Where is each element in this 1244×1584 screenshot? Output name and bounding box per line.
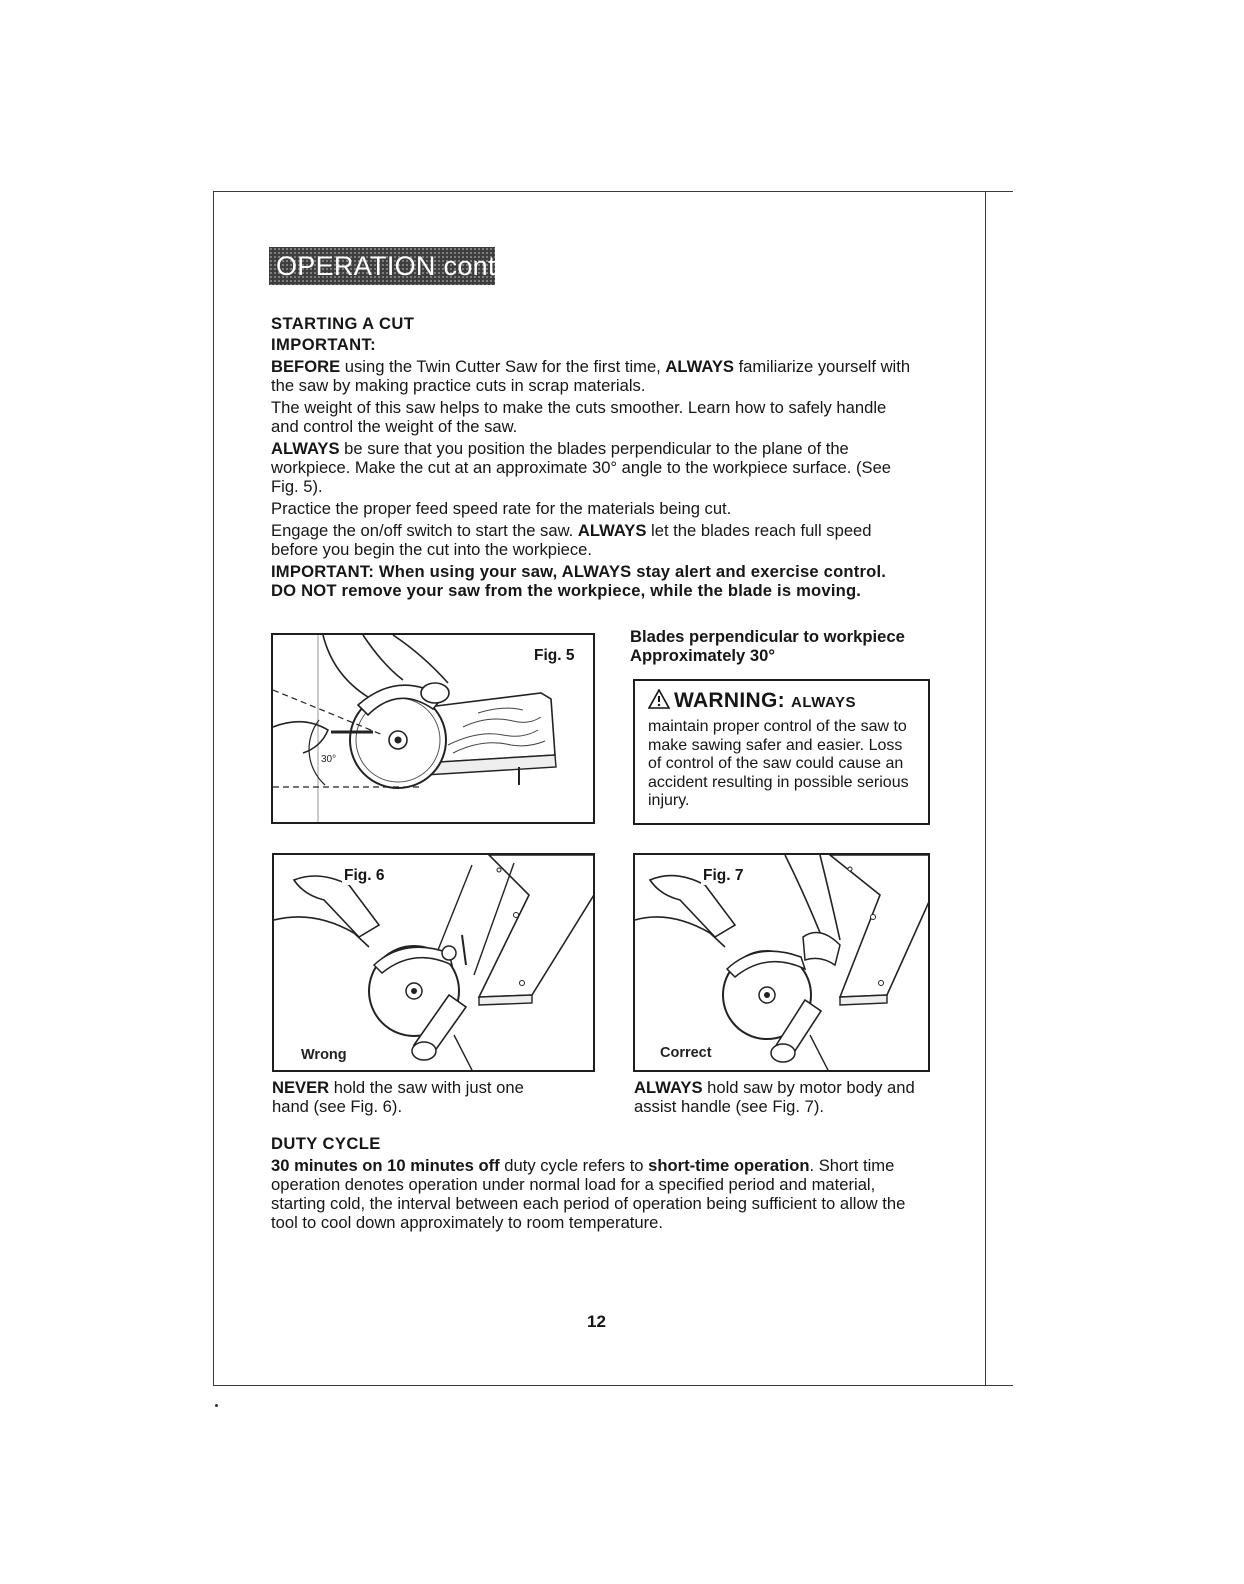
page-frame-top [213, 191, 1013, 192]
always-emphasis: ALWAYS [665, 357, 734, 376]
page-number: 12 [587, 1312, 606, 1331]
duty-cycle-mid: duty cycle refers to [499, 1156, 649, 1175]
paragraph-feed-speed: Practice the proper feed speed rate for the materials being cut. [271, 499, 732, 518]
figure-6 [272, 853, 595, 1072]
page-frame-bottom [213, 1385, 1013, 1386]
header-title: OPERATION [276, 251, 436, 281]
always-emphasis: ALWAYS [271, 439, 340, 458]
fig7-note [634, 1078, 934, 1116]
page-frame-right [985, 191, 986, 1386]
figure-5 [271, 633, 595, 824]
always-emphasis: ALWAYS [577, 521, 647, 540]
paragraph-engage [271, 521, 911, 559]
fig7-label: Fig. 7 [703, 867, 744, 884]
fig5-label: Fig. 5 [534, 647, 575, 664]
fig7-illustration [635, 855, 930, 1072]
header-suffix: cont. [443, 251, 504, 281]
fig5-caption-line2: Approximately 30° [630, 646, 775, 665]
duty-cycle-lead: 30 minutes on 10 minutes off [271, 1156, 500, 1175]
fig6-illustration [274, 855, 595, 1072]
figure-7 [633, 853, 930, 1072]
before-emphasis: BEFORE [271, 357, 341, 376]
fig7-note-text: hold saw by motor body and assist handle (see Fig. 7). [634, 1078, 915, 1116]
fig6-caption: Wrong [301, 1047, 347, 1063]
before-text-tail: familiarize yourself with the saw by making practice cuts in scrap materials. [271, 357, 911, 395]
important-label: IMPORTANT: [271, 335, 377, 354]
always-emphasis: ALWAYS [634, 1078, 703, 1097]
engage-text: Engage the on/off switch to start the saw. [271, 521, 578, 540]
perpendicular-text: be sure that you position the blades perpendicular to the plane of the workpiece. Make the cut at an approximate 30° angle to the workpiece surface. (See Fig. 5). [271, 439, 892, 496]
fig5-angle-label: 30° [321, 754, 337, 765]
fig7-caption: Correct [660, 1045, 712, 1061]
duty-cycle-term: short-time operation [648, 1156, 810, 1175]
fig5-caption [630, 627, 905, 665]
starting-cut-section [271, 314, 911, 600]
engage-text-tail: let the blades reach full speed before you begin the cut into the workpiece. [271, 521, 872, 559]
important-note-1: IMPORTANT: When using your saw, ALWAYS stay alert and exercise control. [271, 562, 887, 581]
starting-cut-heading: STARTING A CUT [271, 314, 415, 333]
warning-always: ALWAYS [791, 694, 856, 711]
warning-word: WARNING: [674, 689, 785, 712]
before-text: using the Twin Cutter Saw for the first time, [340, 357, 666, 376]
warning-triangle-icon [648, 689, 670, 715]
fig6-label: Fig. 6 [344, 867, 385, 884]
warning-title [648, 689, 920, 715]
duty-cycle-paragraph [271, 1156, 931, 1232]
section-header [269, 247, 504, 285]
fig6-note-text: hold the saw with just one hand (see Fig. 6). [272, 1078, 524, 1116]
warning-body: maintain proper control of the saw to make sawing safer and easier. Loss of control of the saw could cause an accident resulting in possible serious injury. [648, 718, 909, 809]
never-emphasis: NEVER [272, 1078, 330, 1097]
paragraph-perpendicular [271, 439, 911, 496]
duty-cycle-tail: . Short time operation denotes operation under normal load for a specified period and material, starting cold, the interval between each period of operation being sufficient to allow the tool to cool down approximately to room temperature. [271, 1156, 906, 1232]
fig5-caption-line1: Blades perpendicular to workpiece [630, 627, 905, 646]
duty-cycle-heading: DUTY CYCLE [271, 1134, 381, 1153]
duty-cycle-section [271, 1134, 931, 1232]
paragraph-before [271, 357, 911, 395]
fig6-note [272, 1078, 552, 1116]
important-note-2: DO NOT remove your saw from the workpiece, while the blade is moving. [271, 581, 862, 600]
scan-speck [215, 1404, 218, 1407]
paragraph-weight: The weight of this saw helps to make the cuts smoother. Learn how to safely handle and control the weight of the saw. [271, 398, 887, 436]
warning-box [633, 679, 930, 825]
page-frame-left [213, 191, 214, 1386]
